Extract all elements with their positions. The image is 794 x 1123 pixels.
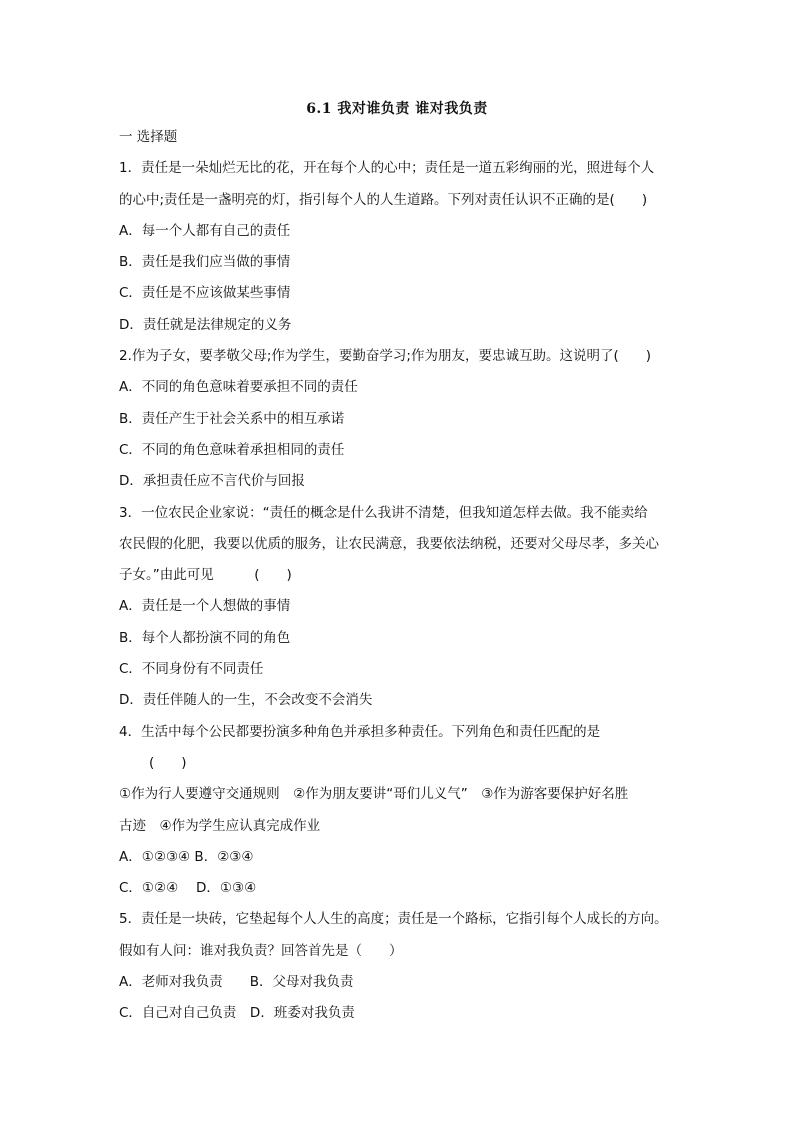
question-list: [119, 122, 679, 1030]
question-3-option-c: C．不同身份有不同责任: [119, 661, 264, 678]
question-1-stem-line-2: 的心中;责任是一盏明亮的灯，指引每个人的人生道路。下列对责任认识不正确的是( ): [119, 191, 648, 208]
question-4-statements-line-2: 古迹 ④作为学生应认真完成作业: [119, 817, 321, 834]
section-heading: 一 选择题: [119, 129, 178, 145]
question-4-options-ab: A．①②③④ B．②③④: [119, 848, 254, 865]
question-5-stem-line-1: 5．责任是一块砖，它垫起每个人人生的高度；责任是一个路标，它指引每个人成长的方向。: [119, 911, 668, 928]
question-5-stem-line-2: 假如有人问：谁对我负责？回答首先是（ ）: [119, 942, 403, 959]
page-title: 6.1 我对谁负责 谁对我负责: [306, 101, 488, 117]
question-4-statements-line-1: ①作为行人要遵守交通规则 ②作为朋友要讲“哥们儿义气” ③作为游客要保护好名胜: [119, 786, 629, 803]
question-4-answer-bracket: ( ): [149, 754, 187, 771]
question-2-option-d: D．承担责任应不言代价与回报: [119, 473, 305, 490]
question-1-option-c: C．责任是不应该做某些事情: [119, 285, 291, 302]
question-3-option-b: B．每个人都扮演不同的角色: [119, 629, 291, 646]
question-1-option-b: B．责任是我们应当做的事情: [119, 254, 291, 271]
question-2-option-c: C．不同的角色意味着承担相同的责任: [119, 441, 345, 458]
question-1-option-d: D．责任就是法律规定的义务: [119, 316, 292, 333]
question-3-stem-line-1: 3．一位农民企业家说：“责任的概念是什么我讲不清楚，但我知道怎样去做。我不能卖给: [119, 504, 648, 521]
question-4-stem-line-1: 4．生活中每个公民都要扮演多种角色并承担多种责任。下列角色和责任匹配的是: [119, 723, 601, 740]
question-5-options-ab: A．老师对我负责 B．父母对我负责: [119, 974, 354, 991]
question-5-options-cd: C．自己对自己负责 D．班委对我负责: [119, 1005, 355, 1022]
question-2-option-a: A．不同的角色意味着要承担不同的责任: [119, 379, 358, 396]
question-2-option-b: B．责任产生于社会关系中的相互承诺: [119, 410, 345, 427]
question-1-stem-line-1: 1．责任是一朵灿烂无比的花，开在每个人的心中；责任是一道五彩绚丽的光，照进每个人: [119, 160, 655, 177]
question-3-stem-line-3: 子女。”由此可见 ( ): [119, 567, 292, 584]
question-3-option-d: D．责任伴随人的一生，不会改变不会消失: [119, 692, 373, 709]
question-2-stem-line-1: 2.作为子女，要孝敬父母;作为学生，要勤奋学习;作为朋友，要忠诚互助。这说明了( ): [119, 348, 652, 365]
question-1-option-a: A．每一个人都有自己的责任: [119, 222, 291, 239]
question-4-options-cd: C．①②④ D．①③④: [119, 880, 257, 897]
question-3-option-a: A．责任是一个人想做的事情: [119, 598, 291, 615]
question-3-stem-line-2: 农民假的化肥，我要以优质的服务，让农民满意，我要依法纳税，还要对父母尽孝，多关心: [119, 535, 659, 552]
